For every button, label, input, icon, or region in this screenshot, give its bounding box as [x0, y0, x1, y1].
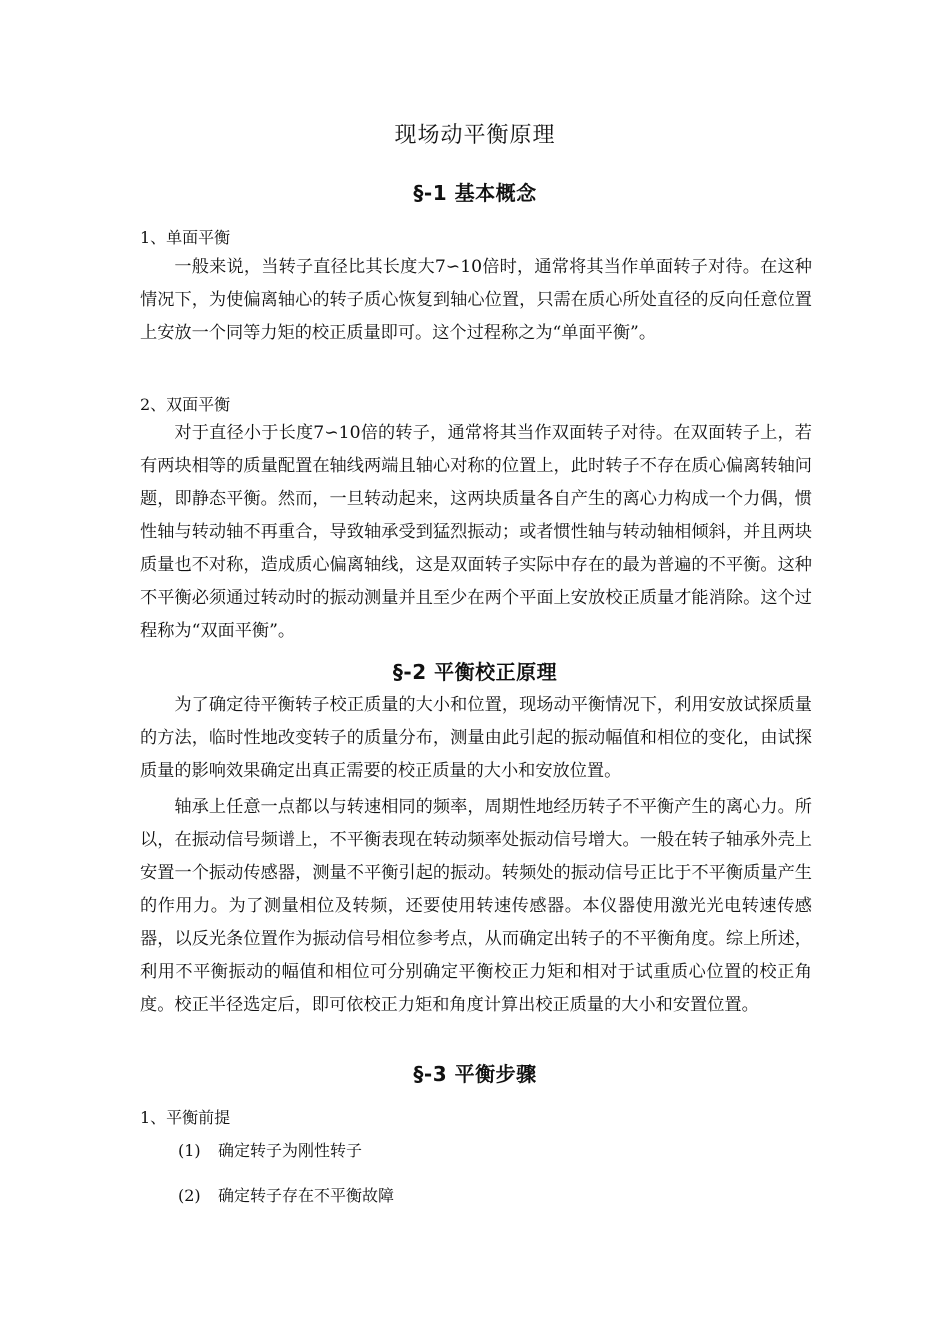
list-item-number: (1): [178, 1141, 201, 1160]
principle-paragraph-1: 为了确定待平衡转子校正质量的大小和位置，现场动平衡情况下，利用安放试探质量的方法，临时性地改变转子的质量分布，测量由此引起的振动幅值和相位的变化，由试探质量的影响效果确定出真正需要的校正质量的大小和安放位置。: [140, 695, 812, 781]
section-1-heading: §-1 基本概念: [413, 181, 537, 205]
list-item-number: (2): [178, 1186, 201, 1205]
dual-plane-paragraph: 对于直径小于长度7∽10倍的转子，通常将其当作双面转子对待。在双面转子上，若有两块相等的质量配置在轴线两端且轴心对称的位置上，此时转子不存在质心偏离转轴问题，即静态平衡。然而，一旦转动起来，这两块质量各自产生的离心力构成一个力偶，惯性轴与转动轴不再重合，导致轴承受到猛烈振动；或者惯性轴与转动轴相倾斜，并且两块质量也不对称，造成质心偏离轴线，这是双面转子实际中存在的最为普遍的不平衡。这种不平衡必须通过转动时的振动测量并且至少在两个平面上安放校正质量才能消除。这个过程称为“双面平衡”。: [140, 423, 812, 641]
single-plane-paragraph: 一般来说，当转子直径比其长度大7∽10倍时，通常将其当作单面转子对待。在这种情况下，为使偏离轴心的转子质心恢复到轴心位置，只需在质心所处直径的反向任意位置上安放一个同等力矩的校正质量即可。这个过程称之为“单面平衡”。: [140, 257, 812, 343]
subsection-prerequisites-heading: 1、平衡前提: [140, 1108, 231, 1127]
list-item-text: 确定转子存在不平衡故障: [218, 1186, 395, 1205]
principle-paragraph-2: 轴承上任意一点都以与转速相同的频率，周期性地经历转子不平衡产生的离心力。所以，在振动信号频谱上，不平衡表现在转动频率处振动信号增大。一般在转子轴承外壳上安置一个振动传感器，测量不平衡引起的振动。转频处的振动信号正比于不平衡质量产生的作用力。为了测量相位及转频，还要使用转速传感器。本仪器使用激光光电转速传感器，以反光条位置作为振动信号相位参考点，从而确定出转子的不平衡角度。综上所述，利用不平衡振动的幅值和相位可分别确定平衡校正力矩和相对于试重质心位置的校正角度。校正半径选定后，即可依校正力矩和角度计算出校正质量的大小和安置位置。: [140, 797, 812, 1015]
list-item: [178, 1138, 362, 1161]
subsection-single-plane-heading: 1、单面平衡: [140, 228, 231, 247]
section-2-heading: §-2 平衡校正原理: [392, 660, 558, 684]
list-item: [178, 1183, 394, 1206]
subsection-dual-plane-heading: 2、双面平衡: [140, 395, 231, 414]
list-item-text: 确定转子为刚性转子: [218, 1141, 363, 1160]
section-3-heading: §-3 平衡步骤: [413, 1062, 537, 1086]
document-title: 现场动平衡原理: [394, 123, 556, 148]
